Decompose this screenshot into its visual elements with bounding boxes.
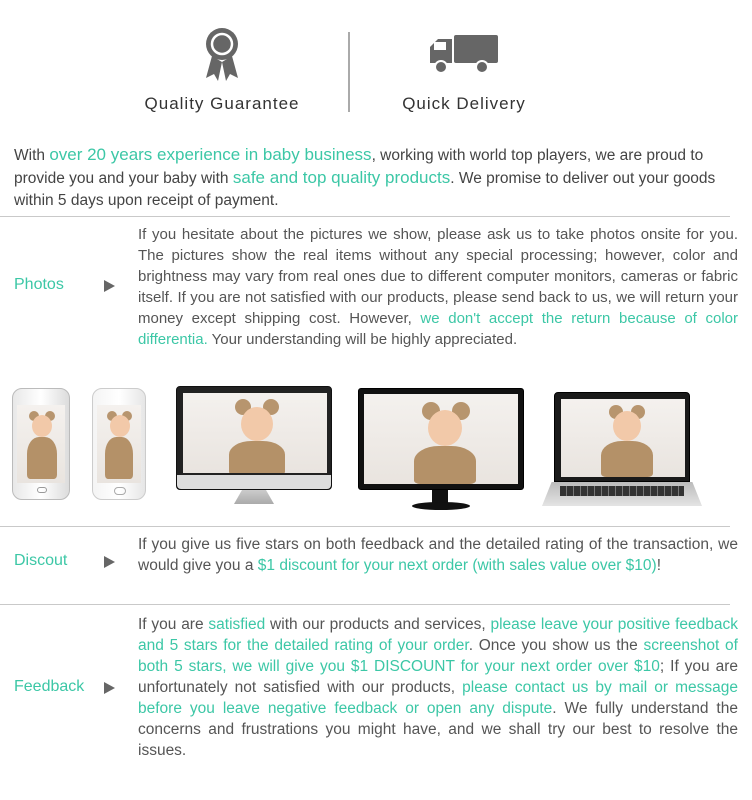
- guarantee-header: [0, 0, 752, 130]
- photos-paragraph: [138, 224, 738, 350]
- section-divider: [0, 526, 730, 527]
- phone-device-2: [92, 388, 146, 500]
- ribbon-award-icon: [122, 24, 322, 84]
- discount-text: !: [656, 557, 661, 574]
- monitor-screen-1: [183, 393, 327, 473]
- monitor-chin: [177, 475, 331, 489]
- photos-label: Photos: [14, 276, 64, 293]
- feedback-paragraph: [138, 614, 738, 761]
- discount-text: If you give us five stars on both feedback and the detailed rating of the transaction, we would give you a: [138, 536, 738, 574]
- monitor-stand-1: [234, 490, 274, 504]
- feedback-label: Feedback: [14, 678, 85, 695]
- phone-screen-1: [17, 405, 65, 483]
- feedback-text: . Once you show us the: [468, 637, 644, 654]
- phone-device-1: [12, 388, 70, 500]
- discount-highlight: $1 discount for your next order (with sales value over $10): [257, 557, 657, 574]
- photos-text: Your understanding will be highly appreciated.: [207, 331, 518, 348]
- feedback-text: . We fully understand the concerns and frustrations you might have, and we shall try our best to resolve the issues.: [138, 700, 738, 759]
- feedback-highlight: please leave your positive feedback and 5 stars for the detailed rating of your order: [138, 616, 738, 654]
- monitor-base-2: [412, 502, 470, 510]
- intro-highlight: safe and top quality products: [232, 168, 451, 187]
- feedback-text: with our products and services,: [265, 616, 491, 633]
- section-divider: [0, 216, 730, 217]
- quality-guarantee-badge: [122, 24, 322, 114]
- delivery-truck-icon: [364, 24, 564, 84]
- phone-screen-2: [97, 405, 141, 483]
- intro-highlight: over 20 years experience in baby business: [49, 145, 372, 164]
- feedback-highlight: satisfied: [208, 616, 266, 633]
- desktop-monitor-1: [176, 386, 332, 490]
- feedback-text: ; If you are unfortunately not satisfied with our products,: [138, 658, 738, 696]
- desktop-monitor-2: [358, 388, 524, 490]
- play-arrow-icon: [104, 682, 115, 694]
- monitor-screen-2: [364, 394, 518, 484]
- quick-delivery-label: Quick Delivery: [402, 94, 526, 113]
- feedback-text: If you are: [138, 616, 209, 633]
- feedback-highlight: screenshot of both 5 stars, we will give you $1 DISCOUNT for your next order over $10: [138, 637, 738, 675]
- intro-text: With: [14, 147, 50, 164]
- laptop-keyboard: [542, 482, 702, 506]
- quality-guarantee-label: Quality Guarantee: [144, 94, 300, 113]
- intro-text: . We promise to deliver out your goods within 5 days upon receipt of payment.: [14, 170, 716, 209]
- home-button: [37, 487, 47, 493]
- quick-delivery-badge: [364, 24, 564, 114]
- discount-paragraph: [138, 534, 738, 576]
- play-arrow-icon: [104, 556, 115, 568]
- laptop-screen: [561, 399, 685, 477]
- intro-text: , working with world top players, we are proud to provide you and your baby with: [14, 147, 704, 187]
- discount-label: Discout: [14, 552, 68, 569]
- section-divider: [0, 604, 730, 605]
- intro-paragraph: [14, 144, 734, 212]
- photos-highlight: we don't accept the return because of color differentia.: [138, 310, 738, 348]
- photos-text: If you hesitate about the pictures we show, please ask us to take photos onsite for you. The pictures show the real items without any special processing; however, color and brightness may vary from real ones due to different computer monitors, cameras or fabric itself. If you are not satisfied with our products, please send back to us, we will return your money except shipping cost. However,: [138, 226, 738, 327]
- header-divider: [348, 32, 350, 112]
- devices-photo: [0, 384, 752, 514]
- play-arrow-icon: [104, 280, 115, 292]
- feedback-highlight: please contact us by mail or message before you leave negative feedback or open any dispute: [138, 679, 738, 717]
- home-button: [114, 487, 126, 495]
- laptop-device: [554, 392, 690, 482]
